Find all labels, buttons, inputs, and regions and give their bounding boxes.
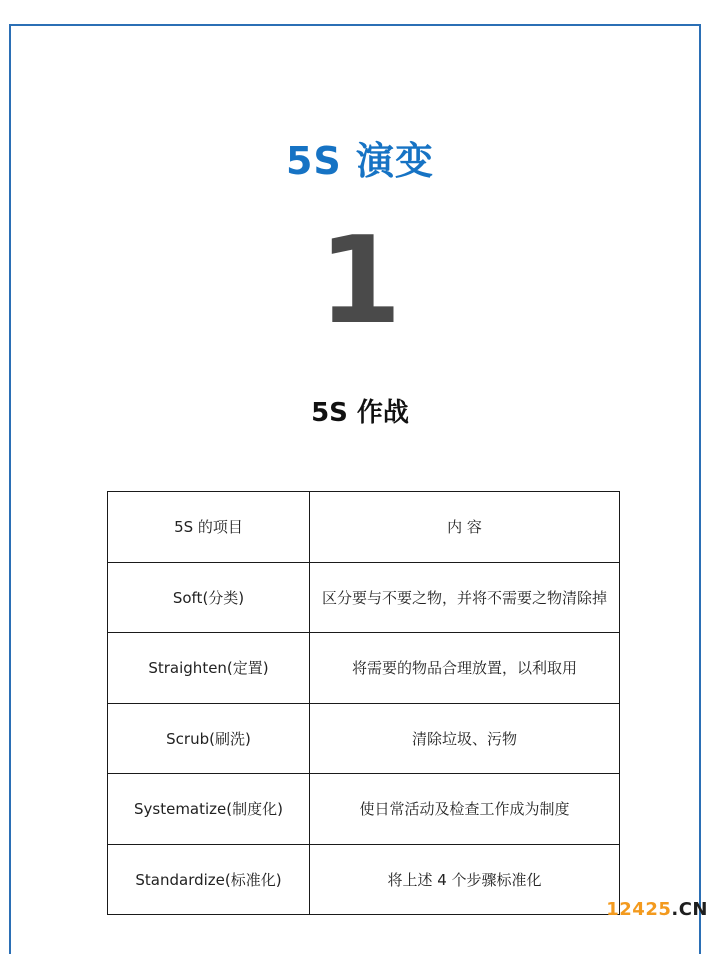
watermark-domain: .CN: [671, 899, 708, 920]
table-row: [108, 844, 620, 915]
page-title: 5S 演变: [285, 139, 435, 183]
table-cell-item: Soft(分类): [108, 562, 310, 633]
table-cell-item: Standardize(标准化): [108, 844, 310, 915]
5s-table: [107, 491, 620, 915]
table-row: [108, 562, 620, 633]
watermark-number: 12425: [606, 899, 672, 920]
table-row: [108, 774, 620, 845]
table-header-row: [108, 492, 620, 563]
table-cell-content: 区分要与不要之物，并将不需要之物清除掉: [310, 562, 620, 633]
table-cell-content: 清除垃圾、污物: [310, 703, 620, 774]
header-cell-item: 5S 的项目: [108, 492, 310, 563]
table-row: [108, 633, 620, 704]
table-cell-content: 将上述 4 个步骤标准化: [310, 844, 620, 915]
table-cell-content: 使日常活动及检查工作成为制度: [310, 774, 620, 845]
section-subtitle: 5S 作战: [311, 398, 409, 428]
table-cell-item: Straighten(定置): [108, 633, 310, 704]
header-cell-content: 内 容: [310, 492, 620, 563]
table-cell-item: Scrub(刷洗): [108, 703, 310, 774]
table-cell-content: 将需要的物品合理放置，以利取用: [310, 633, 620, 704]
table-row: [108, 703, 620, 774]
watermark: [606, 899, 708, 920]
table-cell-item: Systematize(制度化): [108, 774, 310, 845]
section-number: 1: [318, 212, 402, 351]
